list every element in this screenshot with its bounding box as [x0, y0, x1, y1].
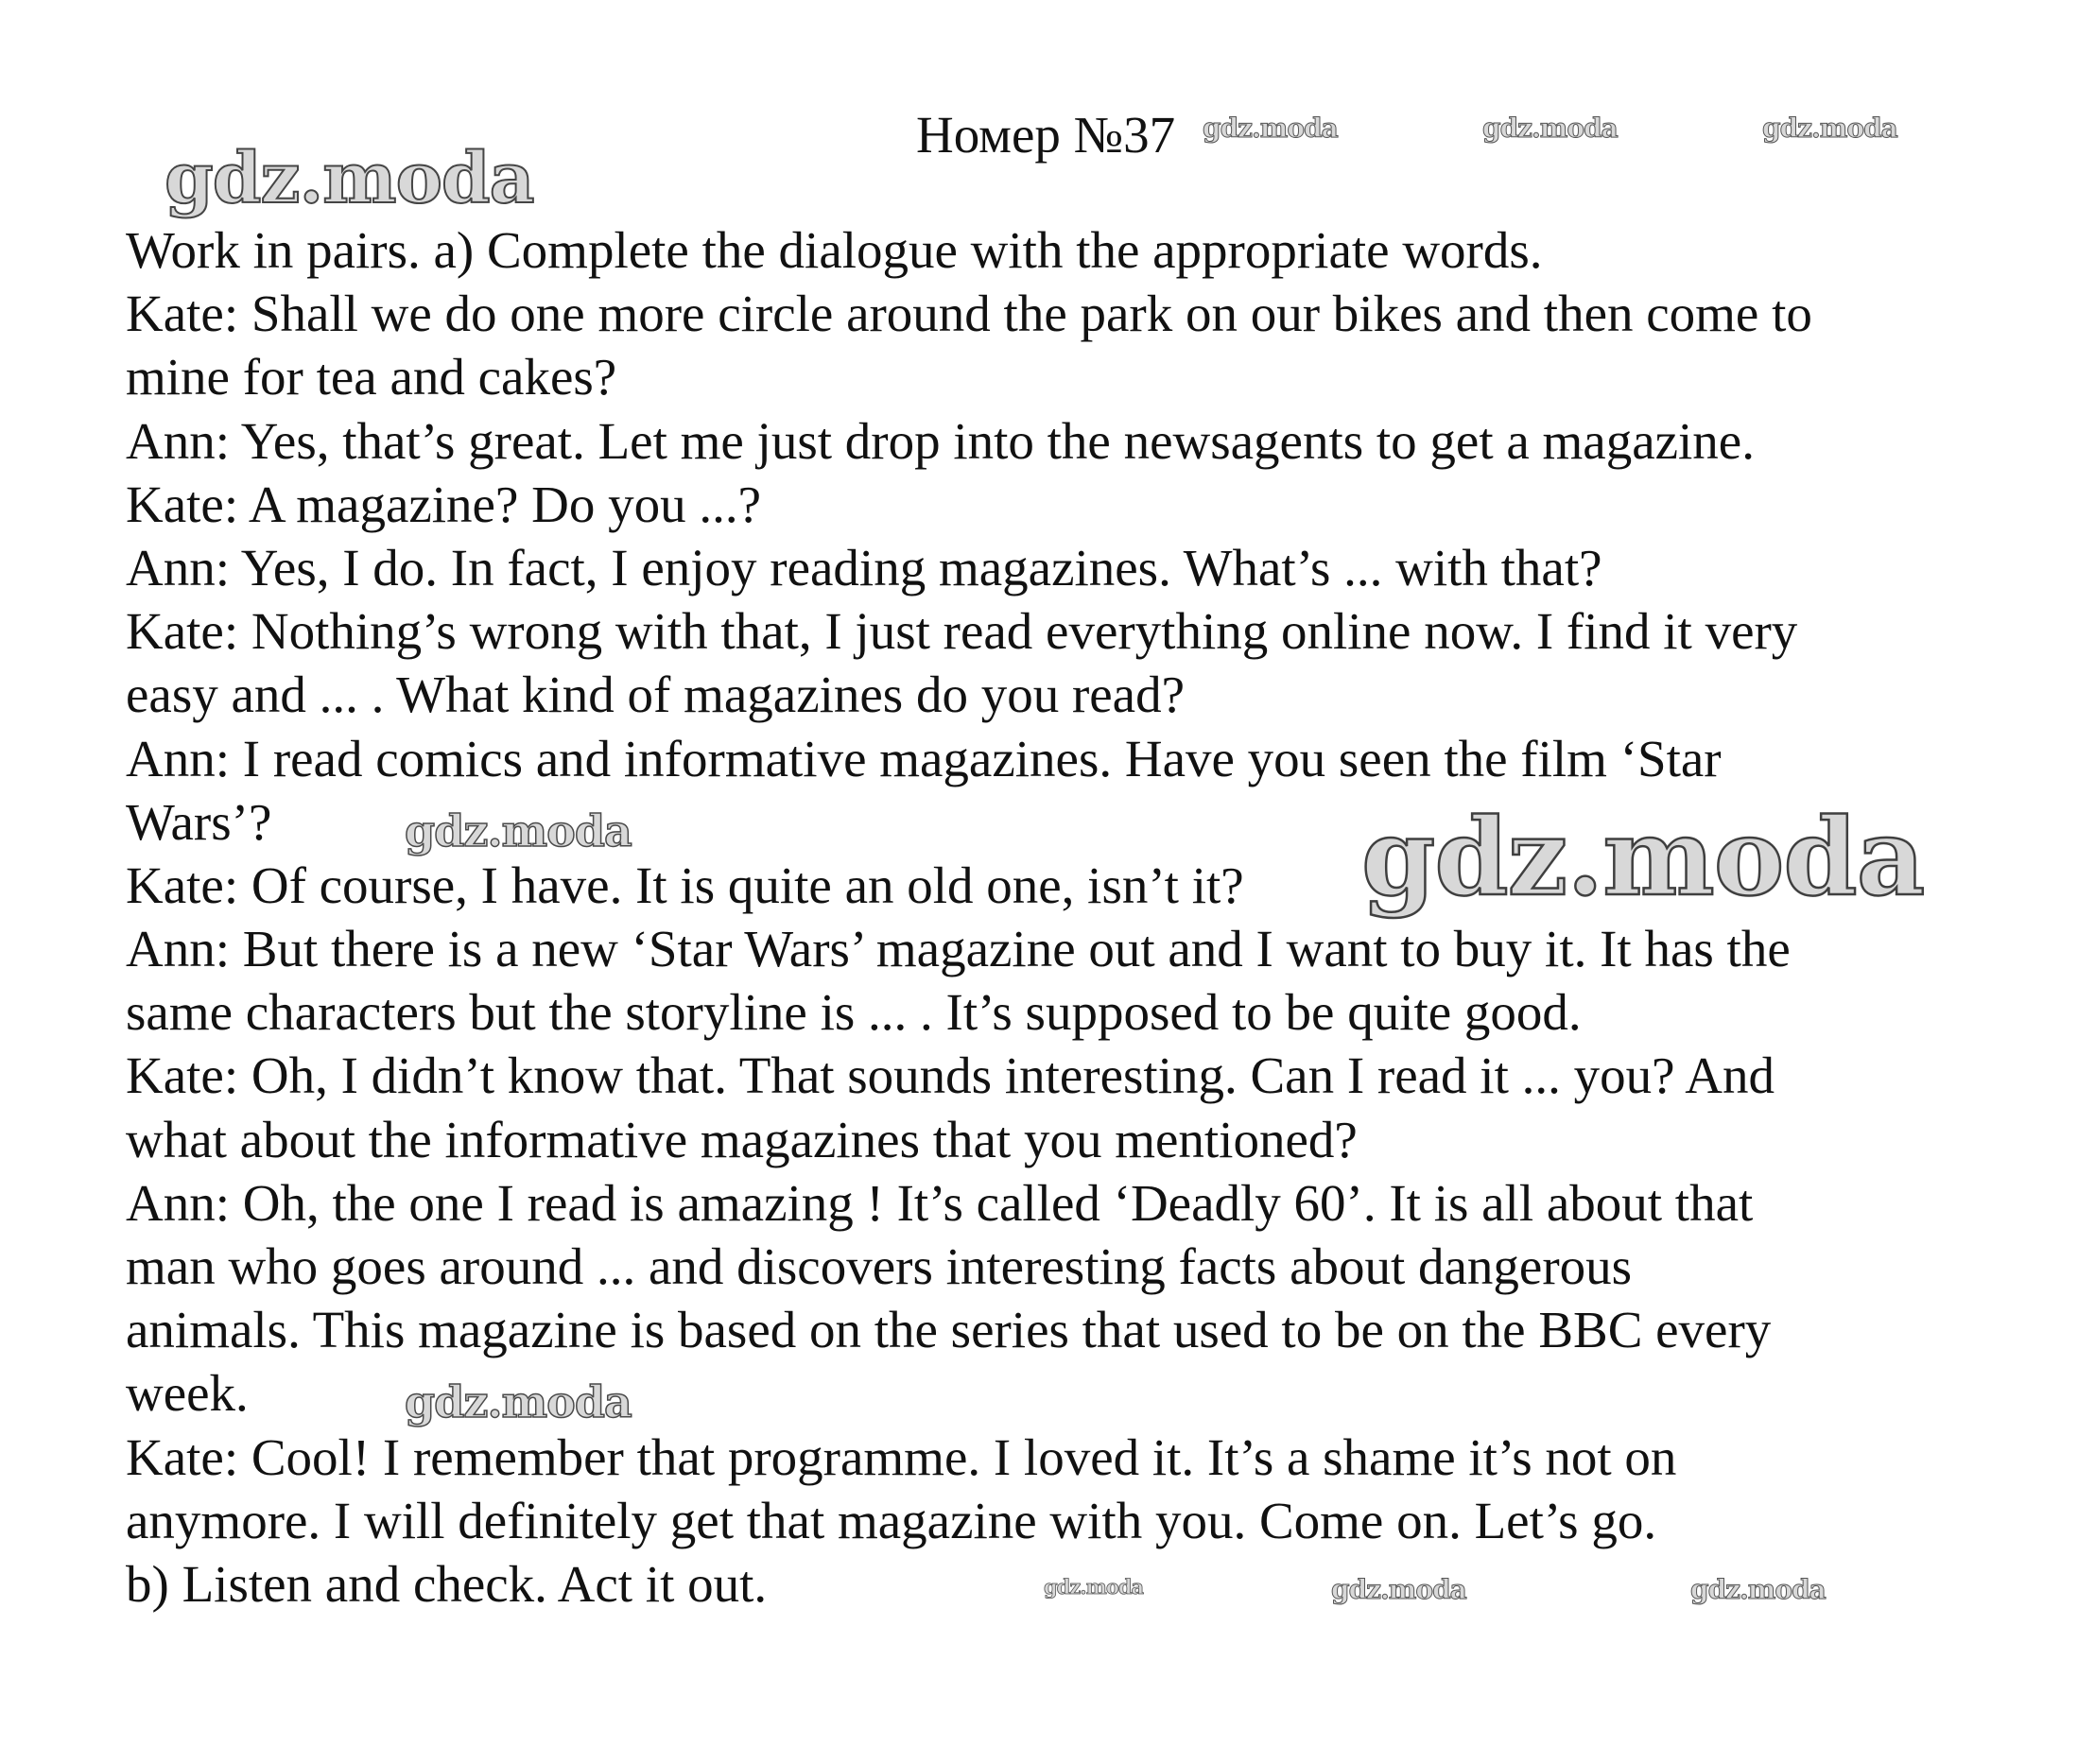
exercise-line: Ann: But there is a new ‘Star Wars’ magazine out and I want to buy it. It has the — [126, 920, 1791, 978]
exercise-line: animals. This magazine is based on the series that used to be on the BBC every — [126, 1301, 1772, 1359]
exercise-line: Wars’? — [126, 792, 272, 851]
exercise-line: mine for tea and cakes? — [126, 348, 617, 406]
watermark-logo: gdz.moda — [1361, 796, 1925, 920]
exercise-line: b) Listen and check. Act it out. — [126, 1554, 768, 1613]
exercise-line: Kate: Oh, I didn’t know that. That sounds interesting. Can I read it ... you? And — [126, 1046, 1775, 1105]
page-title: Номер №37 — [916, 106, 1176, 164]
watermark-logo: gdz.moda — [1482, 112, 1618, 144]
exercise-line: Kate: A magazine? Do you ...? — [126, 475, 762, 533]
exercise-line: same characters but the storyline is ... . It’s supposed to be quite good. — [126, 983, 1582, 1042]
watermark-logo: gdz.moda — [405, 805, 632, 856]
watermark-logo: gdz.moda — [1762, 112, 1897, 144]
exercise-line: what about the informative magazines that you mentioned? — [126, 1110, 1358, 1168]
exercise-line: Kate: Nothing’s wrong with that, I just read everything online now. I find it very — [126, 602, 1798, 661]
exercise-line: week. — [126, 1364, 249, 1423]
exercise-line: Work in pairs. a) Complete the dialogue with the appropriate words. — [126, 221, 1543, 279]
exercise-line: Kate: Cool! I remember that programme. I loved it. It’s a shame it’s not on — [126, 1427, 1677, 1486]
exercise-line: Kate: Of course, I have. It is quite an old one, isn’t it? — [126, 856, 1244, 914]
watermark-logo: gdz.moda — [1331, 1574, 1466, 1605]
exercise-line: easy and ... . What kind of magazines do you read? — [126, 666, 1186, 724]
exercise-line: anymore. I will definitely get that magazine with you. Come on. Let’s go. — [126, 1491, 1657, 1549]
watermark-logo: gdz.moda — [1690, 1574, 1826, 1605]
exercise-line: Ann: Yes, that’s great. Let me just drop into the newsagents to get a magazine. — [126, 411, 1755, 470]
exercise-line: Ann: Oh, the one I read is amazing ! It’s called ‘Deadly 60’. It is all about that — [126, 1173, 1754, 1232]
watermark-logo: gdz.moda — [1044, 1575, 1144, 1599]
exercise-line: Ann: Yes, I do. In fact, I enjoy reading magazines. What’s ... with that? — [126, 538, 1602, 597]
exercise-line: Kate: Shall we do one more circle around the park on our bikes and then come to — [126, 285, 1812, 343]
exercise-line: Ann: I read comics and informative magazines. Have you seen the film ‘Star — [126, 729, 1722, 787]
exercise-line: man who goes around ... and discovers interesting facts about dangerous — [126, 1237, 1633, 1295]
watermark-logo: gdz.moda — [405, 1376, 632, 1427]
watermark-logo: gdz.moda — [164, 138, 534, 219]
watermark-logo: gdz.moda — [1203, 112, 1338, 144]
